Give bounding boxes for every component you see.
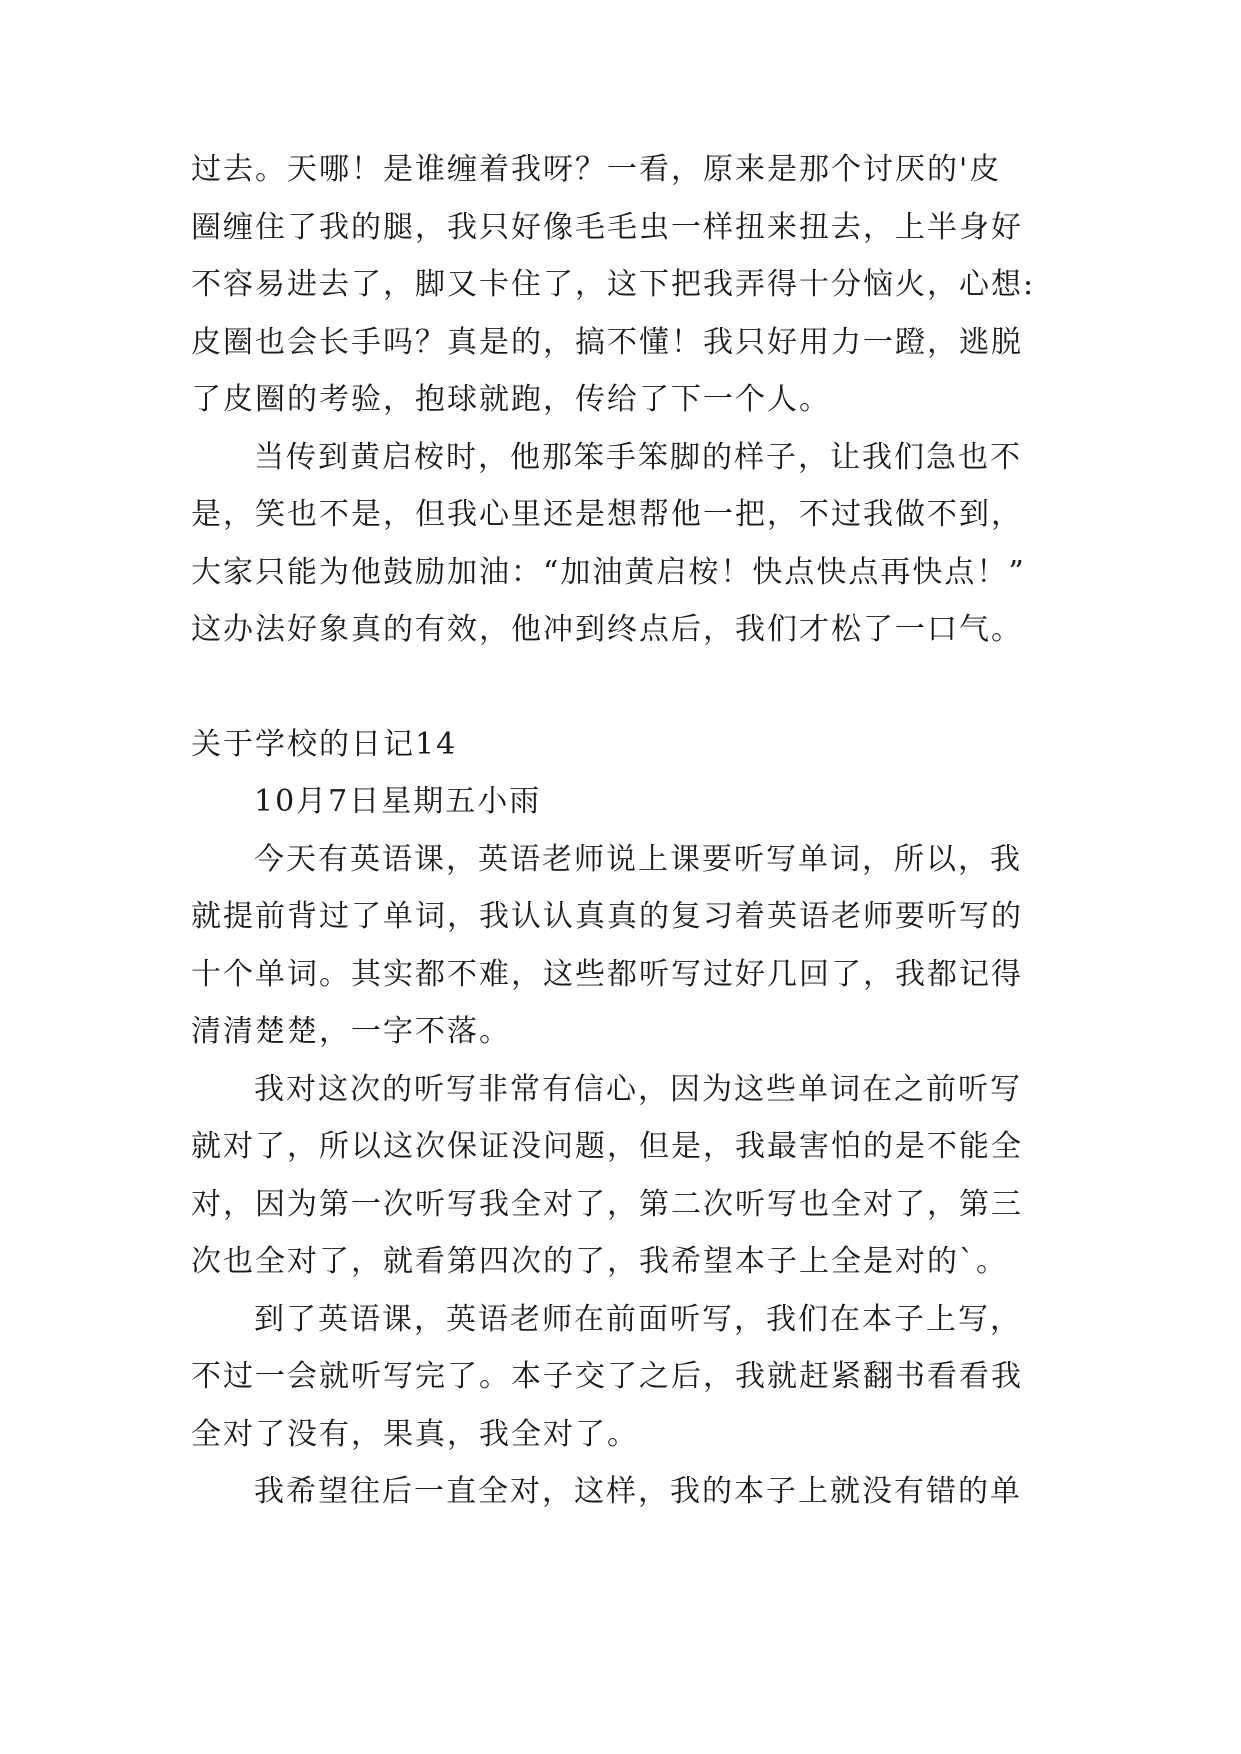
paragraph-start: 我对这次的听写非常有信心，因为这些单词在之前听写: [254, 1072, 1022, 1107]
text-line: 清清楚楚，一字不落。: [191, 1014, 511, 1049]
text-line: 不过一会就听写完了。本子交了之后，我就赶紧翻书看看我: [191, 1359, 1023, 1394]
paragraph-start: 当传到黄启桉时，他那笨手笨脚的样子，让我们急也不: [254, 440, 1022, 475]
text-line: 就对了，所以这次保证没问题，但是，我最害怕的是不能全: [191, 1129, 1023, 1164]
text-line: 皮圈也会长手吗？真是的，搞不懂！我只好用力一蹬，逃脱: [191, 325, 1023, 360]
paragraph-start: 今天有英语课，英语老师说上课要听写单词，所以，我: [254, 842, 1022, 877]
paragraph-start: 到了英语课，英语老师在前面听写，我们在本子上写，: [254, 1302, 1022, 1337]
paragraph-start: 我希望往后一直全对，这样，我的本子上就没有错的单: [254, 1474, 1022, 1509]
text-line: 就提前背过了单词，我认认真真的复习着英语老师要听写的: [191, 899, 1023, 934]
text-line: 次也全对了，就看第四次的了，我希望本子上全是对的`。: [191, 1244, 1008, 1279]
section-heading: 关于学校的日记14: [191, 727, 458, 762]
text-line: 大家只能为他鼓励加油：“加油黄启桉！快点快点再快点！”: [191, 555, 1026, 590]
text-line: 圈缠住了我的腿，我只好像毛毛虫一样扭来扭去，上半身好: [191, 210, 1023, 245]
text-line: 过去。天哪！是谁缠着我呀？一看，原来是那个讨厌的'皮: [191, 152, 1002, 187]
text-line: 是，笑也不是，但我心里还是想帮他一把，不过我做不到，: [191, 497, 1023, 532]
text-line: 对，因为第一次听写我全对了，第二次听写也全对了，第三: [191, 1187, 1023, 1222]
diary-date: 10月7日星期五小雨: [254, 784, 542, 819]
text-line: 不容易进去了，脚又卡住了，这下把我弄得十分恼火，心想:: [191, 267, 1036, 302]
text-line: 了皮圈的考验，抱球就跑，传给了下一个人。: [191, 382, 831, 417]
text-line: 这办法好象真的有效，他冲到终点后，我们才松了一口气。: [191, 612, 1023, 647]
text-line: 全对了没有，果真，我全对了。: [191, 1417, 639, 1452]
text-line: 十个单词。其实都不难，这些都听写过好几回了，我都记得: [191, 957, 1023, 992]
